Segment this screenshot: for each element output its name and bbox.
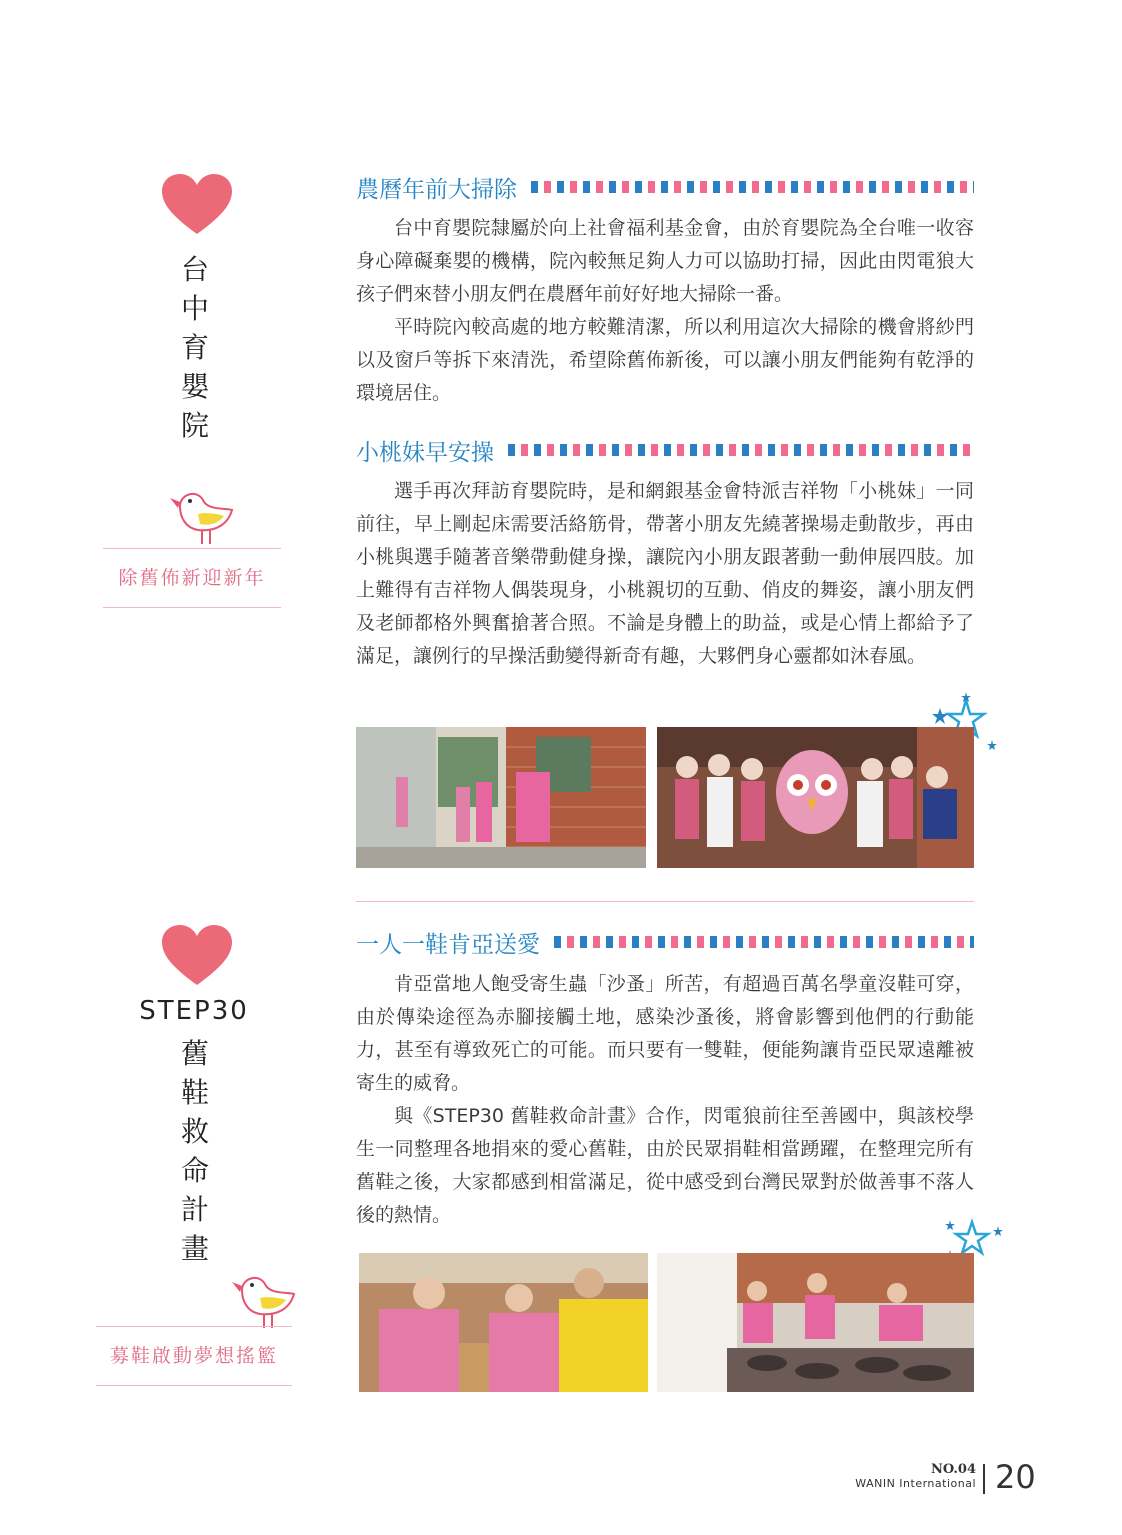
footer-separator: [983, 1464, 985, 1494]
section-body: [356, 212, 974, 410]
paragraph: 肯亞當地人飽受寄生蟲「沙蚤」所苦，有超過百萬名學童沒鞋可穿，由於傳染途徑為赤腳接觸土地，感染沙蚤後，將會影響到他們的行動能力，甚至有導致死亡的可能。而只要有一雙鞋，便能夠讓肯亞民眾遠離被寄生的威脅。: [356, 973, 974, 1094]
paragraph: 台中育嬰院隸屬於向上社會福利基金會，由於育嬰院為全台唯一收容身心障礙棄嬰的機構，院內較無足夠人力可以協助打掃，因此由閃電狼大孩子們來替小朋友們在農曆年前好好地大掃除一番。: [356, 217, 974, 305]
step30-title: STEP30: [139, 996, 249, 1026]
bird-icon: [168, 484, 234, 546]
issue-number: NO.04: [930, 1462, 976, 1477]
photo-cleaning: [356, 727, 646, 868]
page-number: 20: [995, 1458, 1036, 1496]
dash-decoration: [554, 936, 974, 948]
shoe-project-subtitle: 募鞋啟動夢想搖籃: [96, 1326, 292, 1386]
paragraph: 平時院內較高處的地方較難清潔，所以利用這次大掃除的機會將紗門以及窗戶等拆下來清洗，希望除舊佈新後，可以讓小朋友們能夠有乾淨的環境居住。: [356, 316, 974, 404]
section-title: 小桃妹早安操: [356, 439, 494, 466]
paragraph: 選手再次拜訪育嬰院時，是和網銀基金會特派吉祥物「小桃妹」一同前往，早上剛起床需要活絡筋骨，帶著小朋友先繞著操場走動散步，再由小桃與選手隨著音樂帶動健身操，讓院內小朋友跟著動一動伸展四肢。加上難得有吉祥物人偶裝現身，小桃親切的互動、俏皮的舞姿，讓小朋友們及老師都格外興奮搶著合照。不論是身體上的助益，或是心情上都給予了滿足，讓例行的早操活動變得新奇有趣，大夥們身心靈都如沐春風。: [356, 480, 974, 667]
heart-icon: [162, 925, 232, 987]
section-header: [356, 925, 974, 959]
section-divider: [356, 901, 974, 902]
photo-sorting-shoes: [657, 1253, 974, 1392]
shoe-project-title: 舊鞋救命計畫: [180, 1037, 209, 1265]
paragraph: 與《STEP30 舊鞋救命計畫》合作，閃電狼前往至善國中，與該校學生一同整理各地捐來的愛心舊鞋，由於民眾捐鞋相當踴躍，在整理完所有舊鞋之後，大家都感到相當滿足，從中感受到台灣民眾對於做善事不落人後的熱情。: [356, 1105, 974, 1226]
section-title: 一人一鞋肯亞送愛: [356, 931, 540, 958]
section-body: [356, 475, 974, 673]
dash-decoration: [531, 181, 974, 193]
section-body: [356, 968, 974, 1232]
section-title: 農曆年前大掃除: [356, 176, 517, 203]
heart-icon: [162, 174, 232, 236]
orphanage-title: 台中育嬰院: [180, 253, 209, 442]
bird-icon: [230, 1268, 296, 1330]
photo-sorting-boxes: [359, 1253, 648, 1392]
orphanage-subtitle: 除舊佈新迎新年: [103, 548, 281, 608]
section-header: [356, 170, 974, 204]
magazine-name: WANIN International: [855, 1477, 976, 1490]
photo-mascot-group: [657, 727, 974, 868]
dash-decoration: [508, 444, 974, 456]
section-header: [356, 433, 974, 467]
footer-issue-block: [850, 1462, 976, 1490]
